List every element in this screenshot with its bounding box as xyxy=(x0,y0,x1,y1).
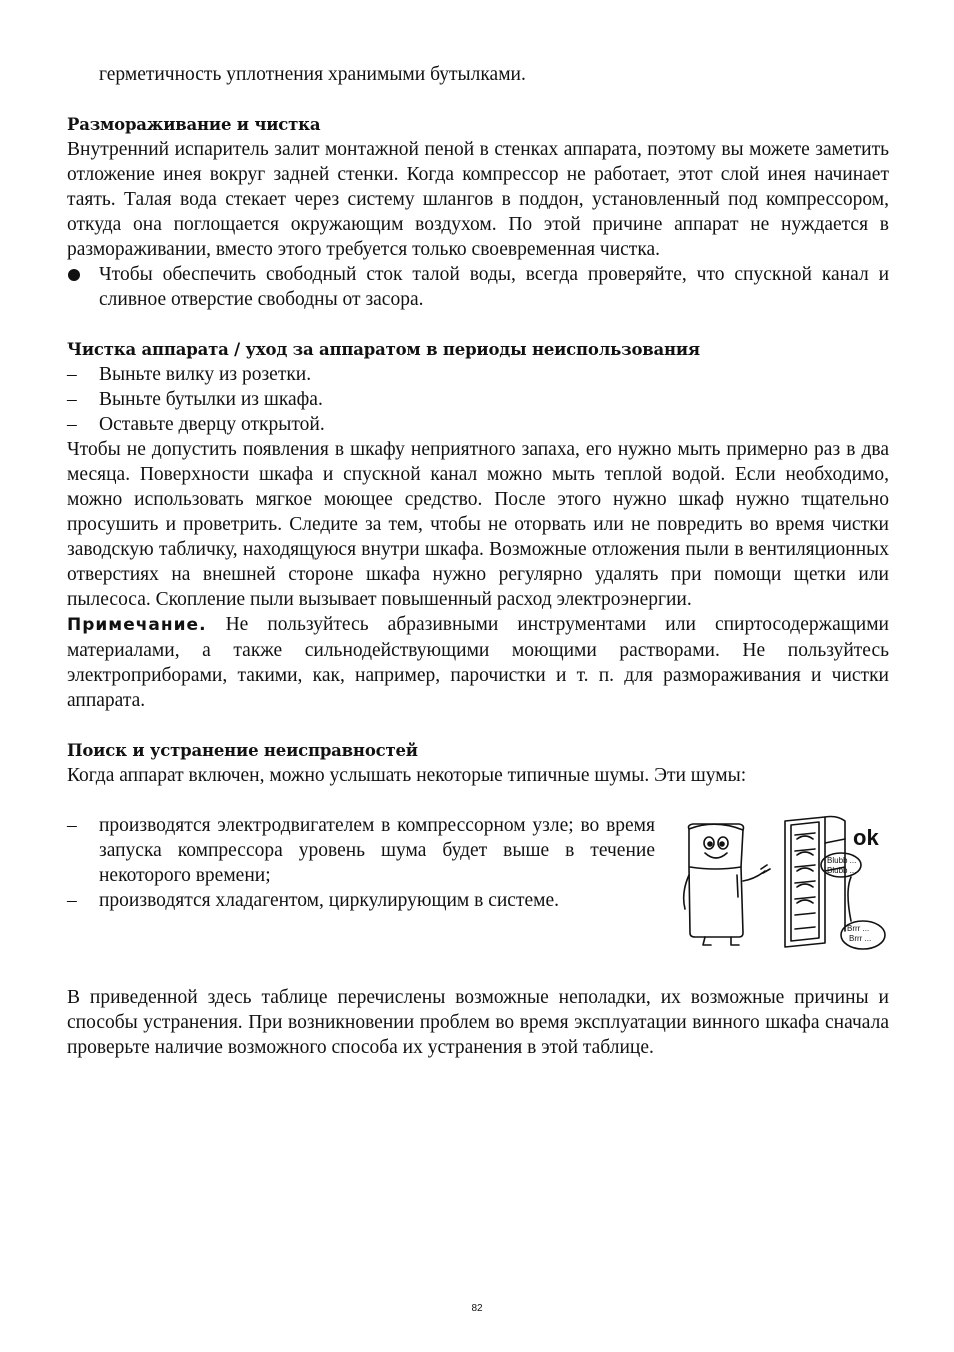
noise-block xyxy=(67,813,889,960)
noise-list xyxy=(67,813,655,913)
list-item xyxy=(67,888,655,913)
noise-illustration xyxy=(675,813,889,960)
troubleshooting-intro: Когда аппарат включен, можно услышать некоторые типичные шумы. Эти шумы: xyxy=(67,765,747,786)
note-label: Примечание. xyxy=(67,615,207,635)
noise-item-1: производятся электродвигателем в компрессорном узле; во время запуска компрессора уровень шума будет выше в течение некоторого времени; xyxy=(99,815,655,886)
dash-marker: – xyxy=(67,364,77,385)
bubble-text: Brrr ... xyxy=(847,924,870,933)
defrost-paragraph: Внутренний испаритель залит монтажной пеной в стенках аппарата, поэтому вы можете заметить отложение инея вокруг задней стенки. Когда компрессор не работает, этот слой инея начинает таять. Талая вода стекает через систему шлангов в поддон, установленный под компрессором, откуда она поглощается окружающим воздухом. По этой причине аппарат не нуждается в размораживании, вместо этого требуется только своевременная чистка. xyxy=(67,139,889,260)
dash-marker: – xyxy=(67,389,77,410)
bullet-icon xyxy=(67,262,99,312)
defrost-bullet xyxy=(67,262,889,312)
bubble-text: Brrr ... xyxy=(849,934,872,943)
defrost-section xyxy=(67,112,889,312)
note-paragraph xyxy=(67,612,889,713)
cleaning-step-1: Выньте вилку из розетки. xyxy=(99,364,312,385)
list-item xyxy=(67,813,655,888)
defrost-heading: Размораживание и чистка xyxy=(67,115,321,134)
ok-label: ok xyxy=(853,825,879,850)
troubleshooting-section xyxy=(67,738,889,1060)
cleaning-paragraph: Чтобы не допустить появления в шкафу неприятного запаха, его нужно мыть примерно раз в два месяца. Поверхности шкафа и спускной канал можно мыть теплой водой. Если необходимо, можно использовать мягкое моющее средство. После этого нужно шкаф нужно тщательно просушить и проветрить. Следите за тем, чтобы не оторвать или не повредить во время чистки заводскую табличку, находящуюся внутри шкафа. Возможные отложения пыли в вентиляционных отверстиях на внешней стороне шкафа нужно регулярно удалять при помощи щетки или пылесоса. Скопление пыли вызывает повышенный расход электроэнергии. xyxy=(67,439,889,610)
dash-marker: – xyxy=(67,890,77,911)
intro-line: герметичность уплотнения хранимыми бутылками. xyxy=(99,64,526,85)
troubleshooting-closing: В приведенной здесь таблице перечислены возможные неполадки, их возможные причины и способы устранения. При возникновении проблем во время эксплуатации винного шкафа сначала проверьте наличие возможного способа их устранения в этой таблице. xyxy=(67,987,889,1058)
noise-item-2: производятся хладагентом, циркулирующим в системе. xyxy=(99,890,559,911)
note-text: Не пользуйтесь абразивными инструментами или спиртосодержащими материалами, а также сильнодействующими моющими растворами. Не пользуйтесь электроприборами, такими, как, например, парочистки и т. п. для размораживания и чистки аппарата. xyxy=(67,614,889,711)
defrost-bullet-text: Чтобы обеспечить свободный сток талой воды, всегда проверяйте, что спускной канал и сливное отверстие свободны от засора. xyxy=(99,264,889,310)
cleaning-step-3: Оставьте дверцу открытой. xyxy=(99,414,325,435)
list-item xyxy=(67,387,889,412)
bubble-text: Blubb ... xyxy=(827,856,857,865)
cleaning-section xyxy=(67,337,889,713)
list-item xyxy=(67,362,889,387)
smiling-fridge-icon xyxy=(684,824,770,945)
page-number: 82 xyxy=(471,1303,483,1314)
dash-marker: – xyxy=(67,414,77,435)
troubleshooting-heading: Поиск и устранение неисправностей xyxy=(67,741,418,760)
fridge-cartoon-illustration xyxy=(675,813,889,953)
cleaning-step-2: Выньте бутылки из шкафа. xyxy=(99,389,323,410)
dash-marker: – xyxy=(67,815,77,836)
bubble-text: Blubb ... xyxy=(827,866,857,875)
list-item xyxy=(67,412,889,437)
page-content xyxy=(67,62,889,1060)
cleaning-heading: Чистка аппарата / уход за аппаратом в периоды неиспользования xyxy=(67,340,700,359)
